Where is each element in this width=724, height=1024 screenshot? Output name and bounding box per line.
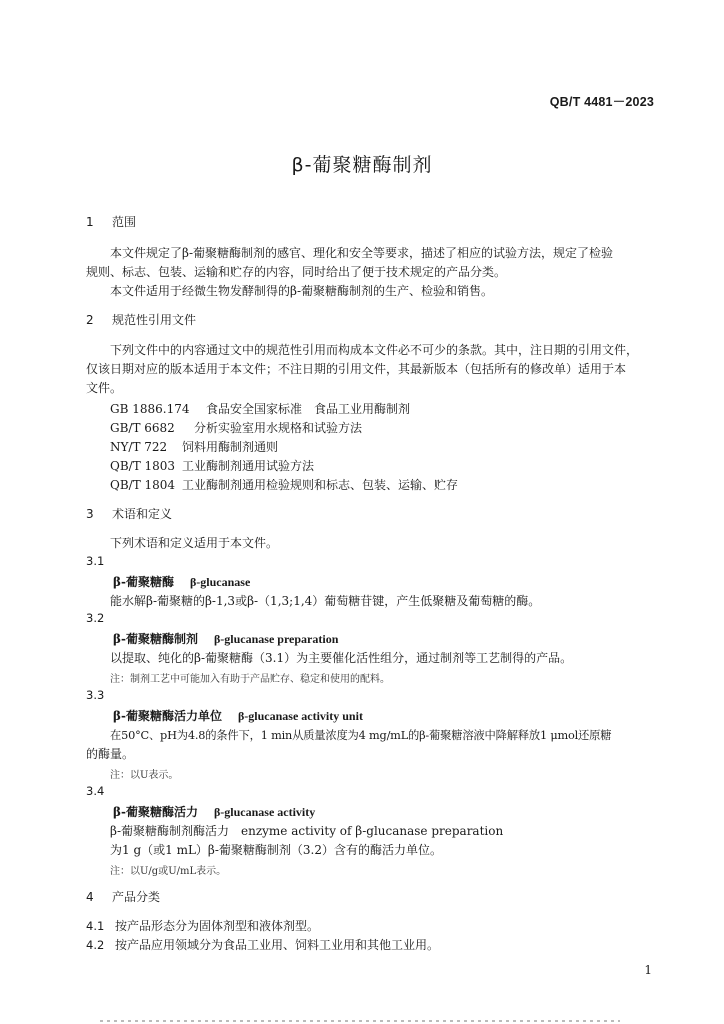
term-heading: β-葡聚糖酶制剂 β-glucanase preparation: [113, 632, 339, 646]
term-definition: 为1 g（或1 mL）β-葡聚糖酶制剂（3.2）含有的酶活力单位。: [110, 843, 443, 857]
clause-number: 3.4: [86, 784, 105, 798]
term-note: 注：以U表示。: [110, 770, 179, 781]
classification-item: 4.2 按产品应用领域分为食品工业用、饲料工业用和其他工业用。: [86, 938, 440, 952]
clause-number: 3.2: [86, 611, 105, 625]
term-definition: 以提取、纯化的β-葡聚糖酶（3.1）为主要催化活性组分，通过制剂等工艺制得的产品。: [110, 651, 573, 665]
section-1-paragraph-1-line-1: 本文件规定了β-葡聚糖酶制剂的感官、理化和安全等要求，描述了相应的试验方法，规定了检验: [110, 246, 613, 260]
section-2-heading: 2 规范性引用文件: [86, 313, 197, 327]
reference-item: GB/T 6682 分析实验室用水规格和试验方法: [110, 421, 363, 435]
standard-code: QB/T 4481－2023: [549, 95, 654, 109]
page-number: 1: [644, 963, 652, 977]
term-definition: 能水解β-葡聚糖的β-1,3或β-（1,3;1,4）葡萄糖苷键，产生低聚糖及葡萄糖的酶。: [110, 594, 541, 608]
section-2-paragraph-line-2: 仅该日期对应的版本适用于本文件；不注日期的引用文件，其最新版本（包括所有的修改单）适用于本: [86, 362, 627, 376]
section-1-paragraph-1-line-2: 规则、标志、包装、运输和贮存的内容，同时给出了便于技术规定的产品分类。: [86, 265, 507, 279]
term-heading: β-葡聚糖酶 β-glucanase: [113, 575, 251, 589]
classification-item: 4.1 按产品形态分为固体剂型和液体剂型。: [86, 919, 320, 933]
section-4-heading: 4 产品分类: [86, 890, 161, 904]
document-title: β-葡聚糖酶制剂: [291, 154, 433, 176]
reference-item: QB/T 1804 工业酶制剂通用检验规则和标志、包装、运输、贮存: [110, 478, 459, 492]
term-note: 注：以U/g或U/mL表示。: [110, 866, 227, 877]
section-2-paragraph-line-3: 文件。: [86, 381, 123, 395]
term-definition-line-1: 在50°C、pH为4.8的条件下，1 min从质量浓度为4 mg/mL的β-葡聚糖溶液中降解释放1 μmol还原糖: [110, 729, 612, 742]
clause-number: 3.1: [86, 554, 105, 568]
section-1-heading: 1 范围: [86, 215, 137, 229]
section-3-intro: 下列术语和定义适用于本文件。: [110, 536, 279, 550]
term-heading: β-葡聚糖酶活力单位 β-glucanase activity unit: [113, 709, 363, 723]
section-1-paragraph-2: 本文件适用于经微生物发酵制得的β-葡聚糖酶制剂的生产、检验和销售。: [110, 284, 493, 298]
section-3-heading: 3 术语和定义: [86, 507, 173, 521]
term-definition-line-2: 的酶量。: [86, 747, 135, 761]
term-synonym: β-葡聚糖酶制剂酶活力 enzyme activity of β-glucanase preparation: [110, 824, 504, 838]
term-note: 注：制剂工艺中可能加入有助于产品贮存、稳定和使用的配料。: [110, 674, 390, 685]
scan-edge-line: [100, 1020, 620, 1022]
section-2-paragraph-line-1: 下列文件中的内容通过文中的规范性引用而构成本文件必不可少的条款。其中，注日期的引用文件，: [110, 343, 639, 357]
term-heading: β-葡聚糖酶活力 β-glucanase activity: [113, 805, 316, 819]
reference-item: QB/T 1803 工业酶制剂通用试验方法: [110, 459, 315, 473]
reference-item: NY/T 722 饲料用酶制剂通则: [110, 440, 279, 454]
clause-number: 3.3: [86, 688, 105, 702]
reference-item: GB 1886.174 食品安全国家标准 食品工业用酶制剂: [110, 402, 411, 416]
